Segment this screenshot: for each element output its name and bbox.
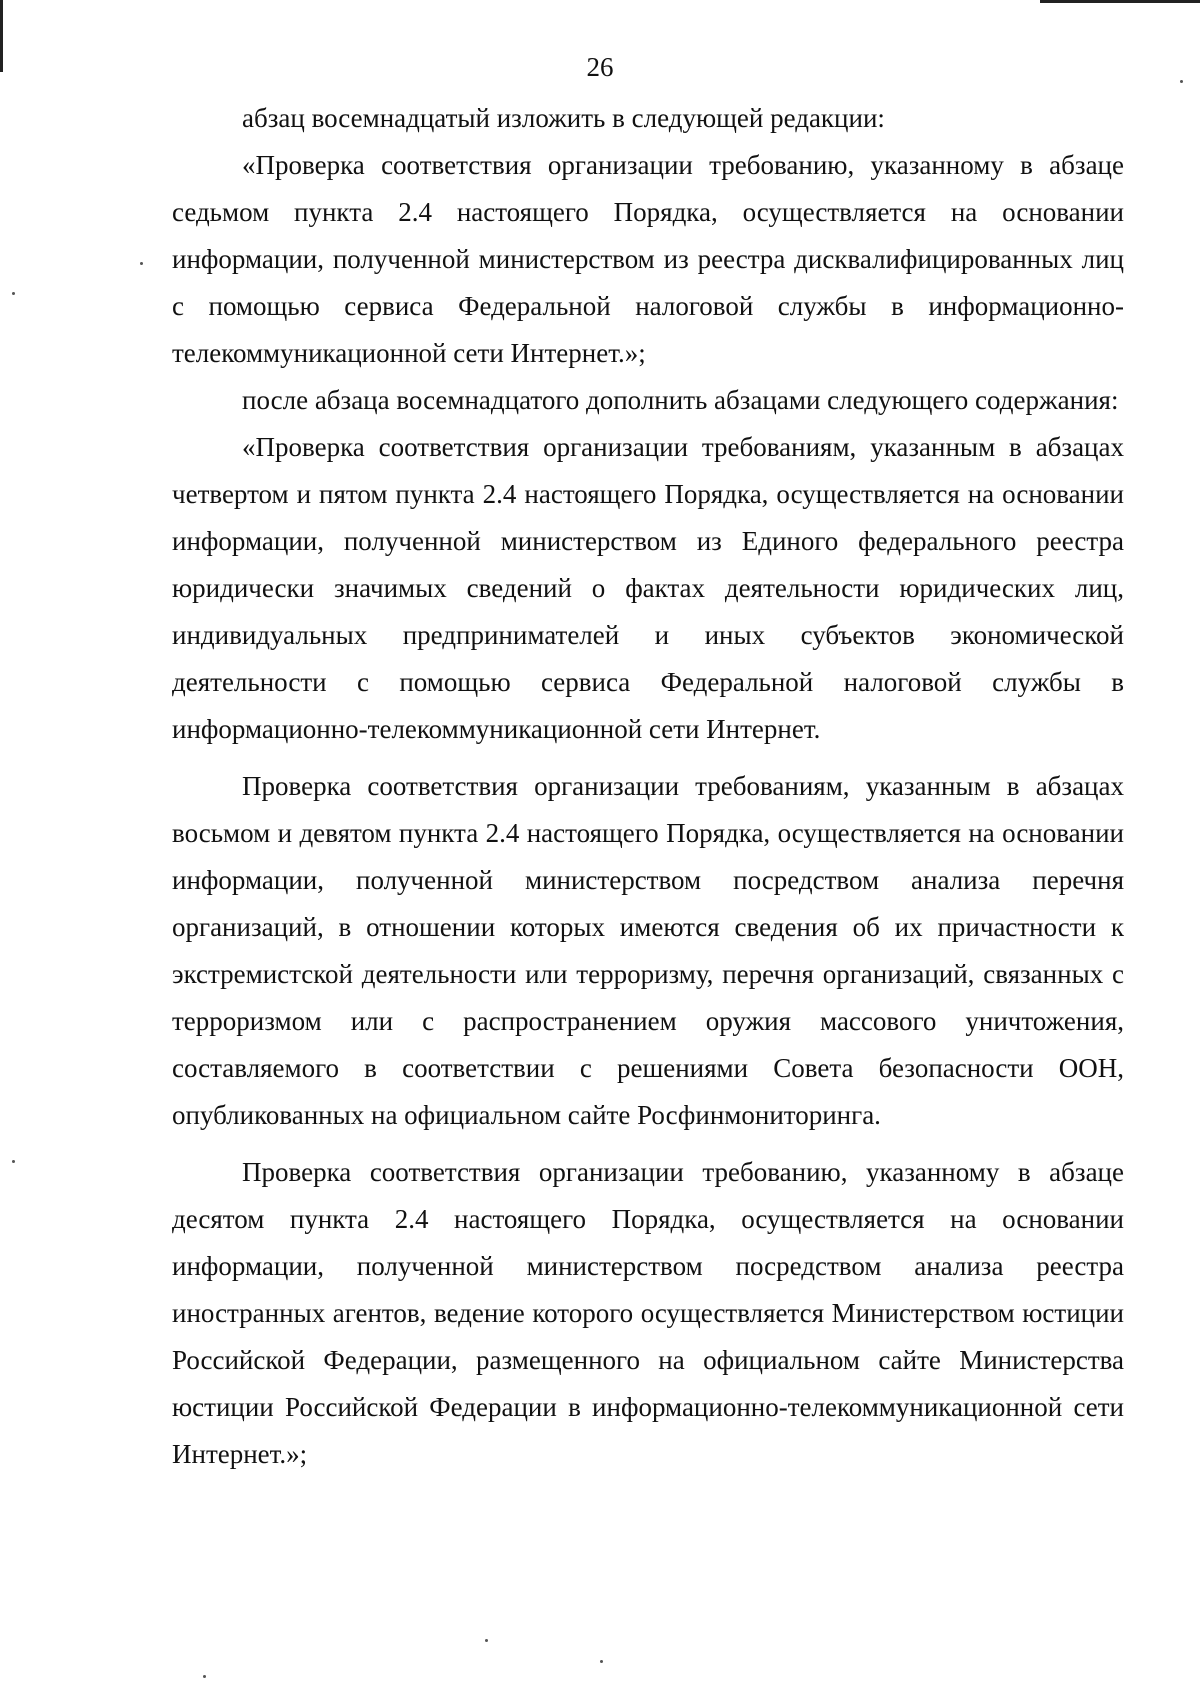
scan-speck bbox=[12, 292, 15, 295]
paragraph: абзац восемнадцатый изложить в следующей редакции: bbox=[242, 103, 885, 133]
scan-speck bbox=[600, 1660, 603, 1663]
scan-edge-mark bbox=[1040, 0, 1200, 3]
page-number: 26 bbox=[586, 52, 614, 82]
scan-speck bbox=[485, 1639, 488, 1642]
scan-speck bbox=[140, 262, 143, 265]
scan-speck bbox=[12, 1160, 15, 1163]
scan-speck bbox=[203, 1675, 206, 1678]
document-body bbox=[172, 95, 1124, 1478]
paragraph: «Проверка соответствия организации требованию, указанному в абзаце седьмом пункта 2.4 настоящего Порядка, осуществляется на основании информации, полученной министерством из реестра дисквалифицированных лиц с помощью сервиса Федеральной налоговой службы в информационно-телекоммуникационной сети Интернет.»; bbox=[172, 150, 1124, 368]
paragraph: после абзаца восемнадцатого дополнить абзацами следующего содержания: bbox=[242, 385, 1119, 415]
paragraph: Проверка соответствия организации требованию, указанному в абзаце десятом пункта 2.4 настоящего Порядка, осуществляется на основании информации, полученной министерством посредством анализа реестра иностранных агентов, ведение которого осуществляется Министерством юстиции Российской Федерации, размещенного на официальном сайте Министерства юстиции Российской Федерации в информационно-телекоммуникационной сети Интернет.»; bbox=[172, 1157, 1124, 1469]
paragraph: Проверка соответствия организации требованиям, указанным в абзацах восьмом и девятом пункта 2.4 настоящего Порядка, осуществляется на основании информации, полученной министерством посредством анализа перечня организаций, в отношении которых имеются сведения об их причастности к экстремистской деятельности или терроризму, перечня организаций, связанных с терроризмом или с распространением оружия массового уничтожения, составляемого в соответствии с решениями Совета безопасности ООН, опубликованных на официальном сайте Росфинмониторинга. bbox=[172, 771, 1124, 1130]
paragraph: «Проверка соответствия организации требованиям, указанным в абзацах четвертом и пятом пункта 2.4 настоящего Порядка, осуществляется на основании информации, полученной министерством из Единого федерального реестра юридически значимых сведений о фактах деятельности юридических лиц, индивидуальных предпринимателей и иных субъектов экономической деятельности с помощью сервиса Федеральной налоговой службы в информационно-телекоммуникационной сети Интернет. bbox=[172, 432, 1124, 744]
